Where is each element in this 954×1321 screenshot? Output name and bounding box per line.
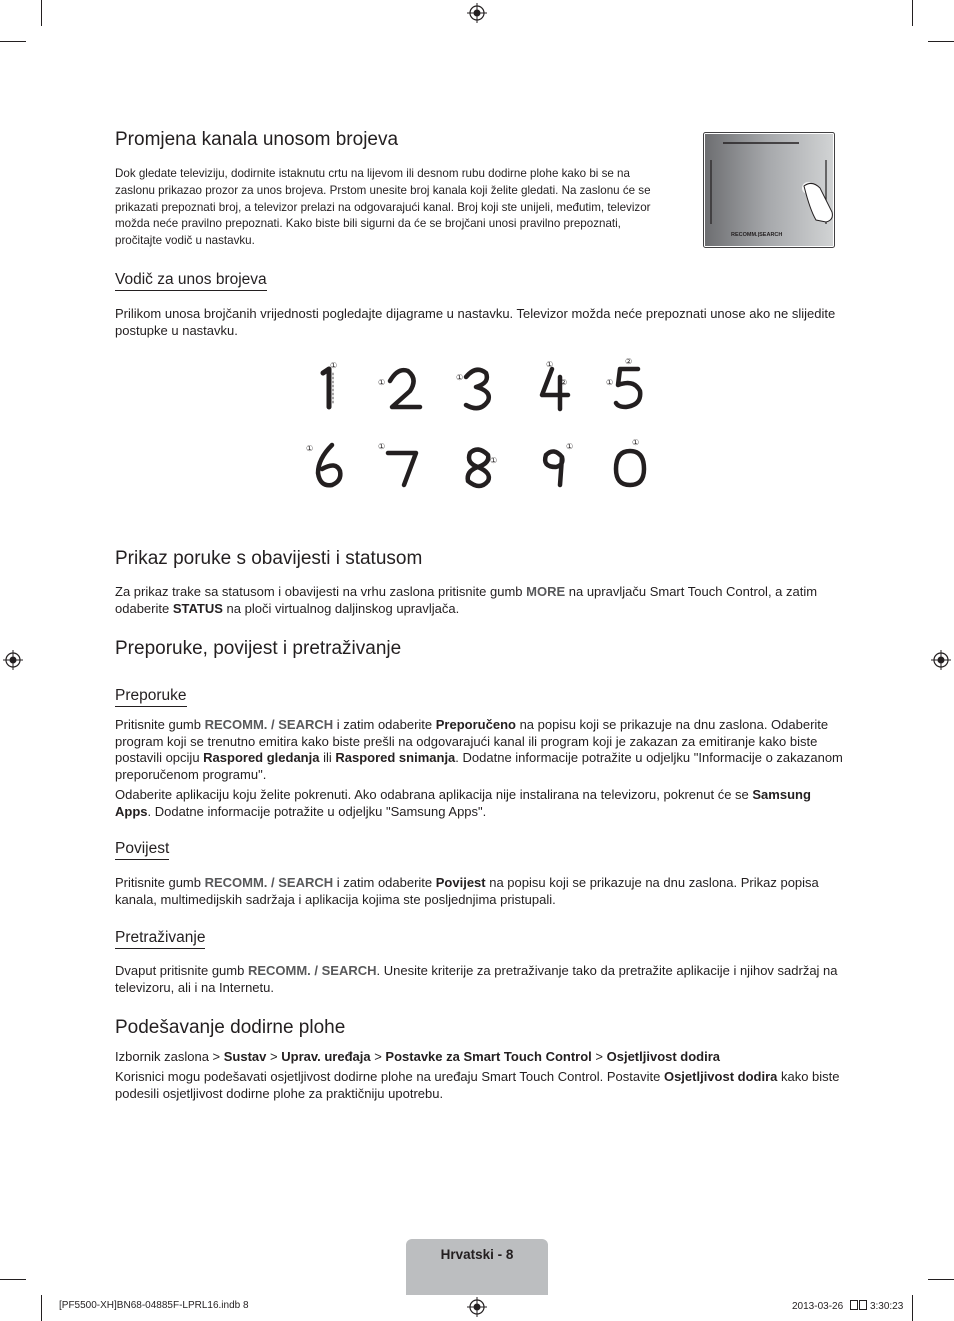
print-date: 2013-03-26 3:30:23 <box>792 1301 904 1312</box>
section-paragraph: Korisnici mogu podešavati osjetljivost dodirne plohe na uređaju Smart Touch Control. Postavite Osjetljivost dodira kako biste podesili osjetljivost dodirne plohe za praktičniju upotrebu. <box>115 1069 840 1101</box>
section-paragraph: Dvaput pritisnite gumb RECOMM. / SEARCH. Unesite kriterije za pretraživanje tako da pretražite aplikacije i njihov sadržaj na televizoru, ali i na Internetu. <box>115 963 838 995</box>
crop-mark <box>41 0 42 26</box>
registration-mark-icon <box>931 650 951 670</box>
section-title: Promjena kanala unosom brojeva <box>115 129 399 150</box>
crop-mark <box>928 41 954 42</box>
svg-text:①: ① <box>378 378 386 387</box>
svg-text:①: ① <box>606 378 614 387</box>
section-title: Preporuke, povijest i pretraživanje <box>115 638 402 659</box>
svg-text:②: ② <box>560 378 568 387</box>
crop-mark <box>928 1279 954 1280</box>
section-paragraph: Prilikom unosa brojčanih vrijednosti pogledajte dijagrame u nastavku. Televizor možda neće prepoznati unose ako ne slijedite postupke u nastavku. <box>115 306 836 338</box>
svg-text:①: ① <box>378 442 386 451</box>
registration-mark-icon <box>467 1297 487 1317</box>
touchpad-illustration <box>703 132 835 248</box>
subsection-title: Povijest <box>115 840 169 860</box>
digit-guide <box>300 355 660 495</box>
svg-text:①: ① <box>456 373 464 382</box>
section-paragraph: Pritisnite gumb RECOMM. / SEARCH i zatim odaberite Preporučeno na popisu koji se prikazuje na dnu zaslona. Odaberite program koji se trenutno emitira kako biste prešli na odgovarajući kanal ili program koji je zakazan za emitiranje kako biste postavili opciju Raspored gledanja ili Raspored snimanja. Dodatne informacije potražite u odjeljku "Informacije o zakazanom preporučenom programu". <box>115 717 843 782</box>
crop-mark <box>0 1279 26 1280</box>
menu-path: Izbornik zaslona > Sustav > Uprav. uređaja > Postavke za Smart Touch Control > Osjetljivost dodira <box>115 1049 721 1064</box>
section-title: Podešavanje dodirne plohe <box>115 1017 346 1038</box>
remote-label: RECOMM.|SEARCH <box>731 232 783 238</box>
section-paragraph: Pritisnite gumb RECOMM. / SEARCH i zatim odaberite Povijest na popisu koji se prikazuje na dnu zaslona. Prikaz popisa kanala, multimedijskih sadržaja i aplikacija kojima ste posljednjima pristupali. <box>115 875 819 907</box>
registration-mark-icon <box>467 3 487 23</box>
svg-text:①: ① <box>546 360 554 369</box>
svg-text:②: ② <box>625 357 633 366</box>
crop-mark <box>912 0 913 26</box>
svg-text:①: ① <box>306 444 314 453</box>
section-title: Prikaz poruke s obavijesti i statusom <box>115 548 423 569</box>
registration-mark-icon <box>3 650 23 670</box>
svg-text:①: ① <box>632 438 640 447</box>
subsection-title: Pretraživanje <box>115 929 205 949</box>
crop-mark <box>912 1295 913 1321</box>
crop-mark <box>41 1295 42 1321</box>
file-info: [PF5500-XH]BN68-04885F-LPRL16.indb 8 <box>59 1300 249 1311</box>
svg-text:①: ① <box>490 456 498 465</box>
svg-text:①: ① <box>566 442 574 451</box>
svg-text:①: ① <box>330 361 338 370</box>
crop-mark <box>0 41 26 42</box>
section-paragraph: Odaberite aplikaciju koju želite pokrenuti. Ako odabrana aplikacija nije instalirana na televizoru, pokrenut će se Samsung Apps. Dodatne informacije potražite u odjeljku "Samsung Apps". <box>115 787 811 819</box>
subsection-title: Vodič za unos brojeva <box>115 271 267 291</box>
page-number: Hrvatski - 8 <box>440 1247 514 1262</box>
subsection-title: Preporuke <box>115 687 187 707</box>
section-paragraph: Za prikaz trake sa statusom i obavijesti na vrhu zaslona pritisnite gumb MORE na upravljaču Smart Touch Control, a zatim odaberite STATUS na ploči virtualnog daljinskog upravljača. <box>115 584 818 616</box>
section-paragraph: Dok gledate televiziju, dodirnite istaknutu crtu na lijevom ili desnom rubu dodirne plohe kako bi se na zaslonu prikazao prozor za unos brojeva. Prstom unesite broj kanala koji želite gledati. Na zaslonu će se prikazati prepoznati broj, a televizor prelazi na odgovarajući kanal. Broj koji ste unijeli, međutim, televizor možda neće pravilno prepoznati. Kako biste bili sigurni da će se brojčani unosi pravilno prepoznati, pročitajte vodič u nastavku. <box>115 167 651 248</box>
